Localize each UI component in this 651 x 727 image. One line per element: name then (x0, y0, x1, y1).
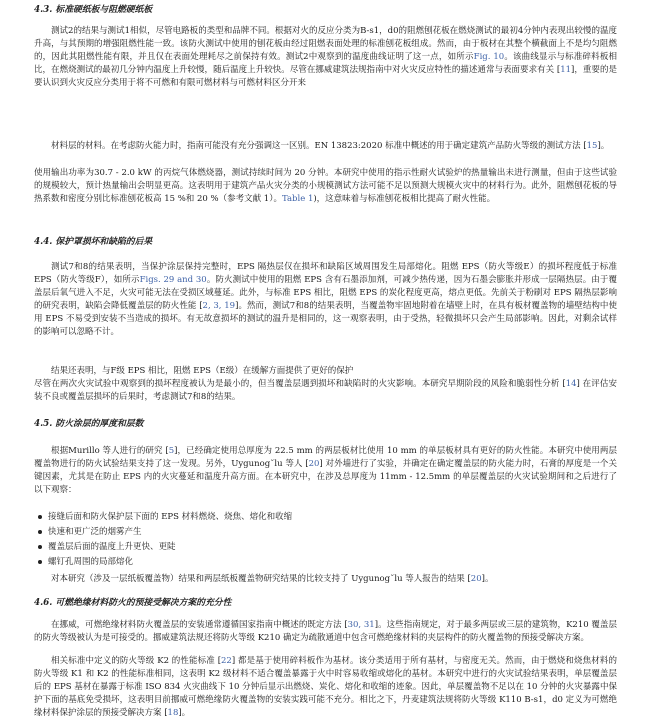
paragraph-text: ] 都是基于使用碎料板作为基材。该分类适用于所有基材，与密度无关。然而，由于燃烧和烧焦材料的防火等级 K1 和 K2 的性能标准相同，这表明 K2 级材料不适合覆盖暴露于火中时容易收缩或熔化的基材。本研究中进行的火灾试验结果表明，单层覆盖层后的 EPS 基材在暴露于标准 ISO 834 火灾曲线下 10 分钟后显示出燃烧、炭化、熔化和收缩的迹象。因此，单层覆盖物不足以在 10 分钟的火灾暴露中保护下面的基底免受损坏，这表明目前挪威可燃绝缘防火覆盖物的安装实践可能不充分。相比之下，丹麦建筑法规将防火等级 K110 B-s1，d0 定义为可燃绝缘材料保护涂层的预接受解决方案 [ (34, 656, 617, 718)
paragraph-text: ]。 (178, 707, 191, 718)
paragraph-text: ] 在评估安装不良或覆盖层损坏的后果时，考虑测试7和8的结果。 (34, 379, 617, 402)
paragraph-text: ]。 (597, 141, 610, 151)
bullet-icon (38, 530, 42, 534)
bullet-icon (38, 545, 42, 549)
paragraph-text: 材料层的材料。在考虑防火能力时，指南可能没有充分强调这一区别。EN 13823:2020 标准中概述的用于确定建筑产品防火等级的测试方法 [ (51, 141, 587, 151)
citation-link[interactable]: 15 (586, 141, 598, 151)
paragraph-text: 根据Murillo 等人进行的研究 [ (51, 446, 169, 456)
observation-list (0, 510, 651, 570)
paragraph (0, 140, 651, 153)
paragraph-text: 结果还表明，与F级 EPS 相比，阻燃 EPS（E级）在缓解方面提供了更好的保护 (51, 366, 354, 376)
table-link[interactable]: Table 1 (281, 193, 314, 204)
paragraph-text: 在挪威，可燃绝缘材料防火覆盖层的安装通常遵循国家指南中概述的既定方法 [ (51, 620, 348, 630)
paragraph (0, 261, 651, 338)
figure-link[interactable]: Fig. 10 (473, 51, 505, 62)
paragraph-text: ]，重要的是要认识到火灾反应分类用于将不可燃和有限可燃材料与可燃材料区分开来 (34, 64, 617, 88)
paragraph (0, 445, 651, 497)
citation-link[interactable]: 20 (470, 574, 482, 584)
list-item: 螺钉孔周围的局部熔化 (36, 555, 617, 570)
paragraph-text: 测试2的结果与测试1相似，尽管电路板的类型和品牌不同。根据对火的反应分类为B-s1，d0的阻燃刨花板在燃烧测试的最初4分钟内表现出较慢的温度升高，与其预期的增强阻燃性能一致。该防火测试中使用的刨花板由经过阻燃表面处理的标准刨花板组成。然而，由于板材在其整个横截面上不是均匀阻燃的，因此其阻燃性能有限，并且仅在表面处理耗尽之前保持有效。测试2中观察到的温度曲线证明了这一点，如所示 (34, 26, 617, 62)
paragraph (0, 25, 651, 90)
paragraph-text: ] 对外墙进行了实验，并确定在确定覆盖层的防火能力时，石膏的厚度是一个关键因素，尤其是在防止 EPS 内的火灾蔓延和温度升高方面。在本研究中，在涉及总厚度为 11mm - 12.5mm 的单层覆盖层的火灾试验期间和之后进行了以下观察： (34, 458, 617, 495)
paragraph (0, 573, 651, 586)
citation-link[interactable]: 20 (308, 458, 320, 469)
citation-link[interactable]: 18 (167, 707, 179, 718)
list-item: 接缝后面和防火保护层下面的 EPS 材料燃烧、烧焦、熔化和收缩 (36, 510, 617, 525)
paragraph-text: 。防火测试中使用的阻燃 EPS 含有石墨添加剂，可减少热传递，因为石墨会膨胀并形成一层隔热层。由于覆盖层后氧气进入不足，火灾可能无法在受损区域蔓延。此外，与标准 EPS 相比，阻燃 EPS 的炭化程度更高，熔点更低。先前关于粉刷对 EPS 隔热层影响的研究表明，缺陷会降低覆盖层的防火性能 [ (34, 274, 617, 311)
paragraph (0, 655, 651, 720)
section-heading-4-5: 4.5. 防火涂层的厚度和层数 (34, 419, 144, 429)
paragraph-text: 使用输出功率为30.7 - 2.0 kW 的丙烷气体燃烧器，测试持续时间为 20 分钟。本研究中使用的指示性耐火试验炉的热量输出未进行测量，但由于这些试验的规模较大，预计热量输出会明显更高。这表明用于建筑产品火灾分类的小规模测试方法可能不足以预测大规模火灾中的材料行为。此外，阻燃刨花板的导热系数和密度分别比标准刨花板高 15 %和 20 %（参考文献 1）。 (34, 168, 617, 204)
paragraph-text: 相关标准中定义的防火等级 K2 的性能标准 [ (51, 656, 222, 666)
paragraph-text: ]。这些指南规定，对于最多两层或三层的建筑物，K210 覆盖层的防火等级被认为是可接受的。挪威建筑法规还将防火等级 K210 确定为疏散通道中包含可燃绝缘材料的夹层构件的防火覆盖物的预接受解决方案。 (34, 620, 617, 643)
section-heading-4-3: 4.3. 标准硬纸板与阻燃硬纸板 (34, 5, 153, 15)
figure-link[interactable]: Figs. 29 and 30 (139, 274, 207, 285)
paragraph-text: ]。 (481, 574, 494, 584)
paragraph (0, 378, 651, 404)
section-heading-4-6: 4.6. 可燃绝缘材料防火的预接受解决方案的充分性 (34, 598, 232, 608)
paragraph-text: 。该曲线显示与标准碎料板相比，在燃烧测试的最初几分钟内温度上升较慢，随后温度上升较快。尽管在挪威建筑法规指南中对火灾反应特性的描述通常与表面要求有关 [ (34, 51, 617, 75)
citation-link[interactable]: 5 (168, 446, 175, 456)
list-item: 快速和更广泛的烟雾产生 (36, 525, 617, 540)
paragraph-text: 尽管在两次火灾试验中观察到的损坏程度被认为是最小的，但当覆盖层遇到损坏和缺陷时的火灾影响。本研究早期阶段的风险和脆弱性分析 [ (34, 379, 566, 389)
bullet-icon (38, 560, 42, 564)
citation-link[interactable]: 22 (221, 656, 232, 666)
citation-link[interactable]: 11 (560, 64, 572, 75)
list-item: 覆盖层后面的温度上升更快、更陡 (36, 540, 617, 555)
paragraph-text: ]，已经确定使用总厚度为 22.5 mm 的两层板材比使用 10 mm 的单层板材具有更好的防火性能。本研究中使用两层覆盖物进行的防火试验结果支持了这一发现。另外，Uygunog˘lu 等人 [ (34, 446, 617, 469)
section-heading-4-4: 4.4. 保护罩损坏和缺陷的后果 (34, 237, 153, 247)
paragraph-text: ]。然而，测试7和8的结果表明，当覆盖物牢固地附着在墙壁上时，在具有板材覆盖物的墙壁结构中使用 EPS 不易受到安装不当造成的损坏。有无故意损坏的测试的温升是相同的，这一观察表明，由于受热，轻微损坏只会产生局部影响。因此，对剩余试样的影响可以忽略不计。 (34, 300, 617, 337)
paragraph-text: 测试7和8的结果表明，当保护涂层保持完整时，EPS 隔热层仅在损坏和缺陷区域周围发生局部熔化。阻燃 EPS（防火等级E）的损坏程度低于标准 EPS（防火等级F），如所示 (34, 262, 617, 285)
citation-link[interactable]: 30, 31 (347, 620, 375, 630)
bullet-icon (38, 515, 42, 519)
paragraph (0, 167, 651, 206)
paragraph (0, 619, 651, 645)
paragraph-text: )，这意味着与标准刨花板相比提高了耐火性能。 (313, 193, 496, 204)
paragraph-text: 对本研究（涉及一层纸板覆盖物）结果和两层纸板覆盖物研究结果的比较支持了 Uygunog˘lu 等人报告的结果 [ (51, 574, 471, 584)
paragraph (0, 365, 651, 378)
citation-link[interactable]: 14 (565, 379, 577, 389)
citation-link[interactable]: 2, 3, 19 (202, 300, 236, 311)
